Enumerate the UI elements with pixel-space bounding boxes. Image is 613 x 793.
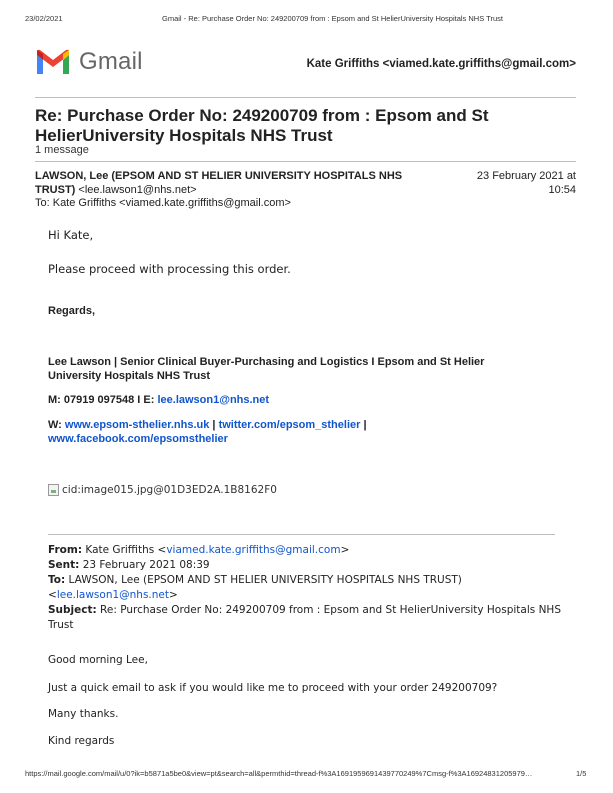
- account-label: Kate Griffiths <viamed.kate.griffiths@gmail.com>: [306, 58, 576, 70]
- message-date-line2: 10:54: [548, 183, 576, 196]
- quoted-from-email[interactable]: viamed.kate.griffiths@gmail.com: [166, 544, 341, 556]
- quoted-body: Just a quick email to ask if you would like me to proceed with your order 249200709?: [48, 682, 498, 694]
- quoted-to-email[interactable]: lee.lawson1@nhs.net: [56, 589, 170, 601]
- quoted-thanks: Many thanks.: [48, 708, 119, 720]
- thread-subject-line2: HelierUniversity Hospitals NHS Trust: [35, 126, 333, 145]
- signature-image-alt: cid:image015.jpg@01D3ED2A.1B8162F0: [62, 484, 277, 496]
- body-regards: Regards,: [48, 305, 96, 317]
- signature-phone: M: 07919 097548 I E:: [48, 394, 158, 406]
- twitter-link[interactable]: twitter.com/epsom_sthelier: [218, 419, 361, 431]
- quoted-subject-cont: Trust: [48, 619, 74, 631]
- print-date: 23/02/2021: [25, 14, 63, 23]
- message-sender: [35, 170, 465, 211]
- signature-line1: Lee Lawson | Senior Clinical Buyer-Purchasing and Logistics I Epsom and St Helier: [48, 356, 485, 368]
- quoted-to-email-line: <lee.lawson1@nhs.net>: [48, 589, 178, 601]
- signature-web: [48, 419, 568, 446]
- quoted-from: From: Kate Griffiths <viamed.kate.griffiths@gmail.com>: [48, 544, 350, 556]
- header-divider: [35, 97, 576, 98]
- signature-name: [48, 356, 568, 383]
- sender-email: <lee.lawson1@nhs.net>: [78, 183, 197, 196]
- separator: |: [360, 419, 367, 431]
- quoted-greeting: Good morning Lee,: [48, 654, 148, 666]
- body-greeting: Hi Kate,: [48, 228, 94, 242]
- signature-line2: University Hospitals NHS Trust: [48, 369, 210, 382]
- gmail-m-icon: [35, 49, 71, 76]
- thread-subject: [35, 106, 489, 146]
- sender-name: LAWSON, Lee (EPSOM AND ST HELIER UNIVERSITY HOSPITALS NHS: [35, 170, 403, 182]
- quoted-closing: Kind regards: [48, 735, 115, 747]
- message-recipient: To: Kate Griffiths <viamed.kate.griffiths@gmail.com>: [35, 197, 291, 209]
- page-number: 1/5: [576, 769, 587, 778]
- quoted-to: To: LAWSON, Lee (EPSOM AND ST HELIER UNIVERSITY HOSPITALS NHS TRUST): [48, 574, 462, 586]
- separator: |: [209, 419, 219, 431]
- print-url: https://mail.google.com/mail/u/0?ik=b5871a5be0&view=pt&search=all&permthid=thread-f%3A1691959691439770249%7Cmsg-f%3A16924831205979…: [25, 769, 533, 778]
- quote-divider: [48, 534, 555, 535]
- facebook-link[interactable]: www.facebook.com/epsomsthelier: [48, 432, 228, 445]
- gmail-logo[interactable]: [35, 48, 143, 76]
- signature-web-label: W:: [48, 419, 65, 431]
- thread-subject-line1: Re: Purchase Order No: 249200709 from : Epsom and St: [35, 106, 489, 125]
- quoted-subject: Subject: Re: Purchase Order No: 249200709 from : Epsom and St HelierUniversity Hospitals NHS: [48, 604, 561, 616]
- quoted-header: [48, 543, 568, 633]
- message-date: [477, 170, 576, 197]
- subject-divider: [35, 161, 576, 162]
- broken-image-icon: [48, 484, 59, 496]
- print-title: Gmail - Re: Purchase Order No: 249200709 from : Epsom and St HelierUniversity Hospitals NHS Trust: [162, 14, 503, 23]
- body-text: Please proceed with processing this order.: [48, 262, 291, 276]
- website-link[interactable]: www.epsom-sthelier.nhs.uk: [64, 419, 210, 431]
- sender-name-cont: TRUST): [35, 183, 76, 196]
- message-count: 1 message: [35, 144, 89, 156]
- signature-image: [48, 484, 277, 496]
- signature-contact: [48, 394, 269, 408]
- signature-email-link[interactable]: lee.lawson1@nhs.net: [157, 394, 270, 406]
- quoted-sent: Sent: 23 February 2021 08:39: [48, 559, 210, 571]
- message-date-line1: 23 February 2021 at: [476, 170, 576, 182]
- gmail-wordmark: Gmail: [79, 48, 143, 75]
